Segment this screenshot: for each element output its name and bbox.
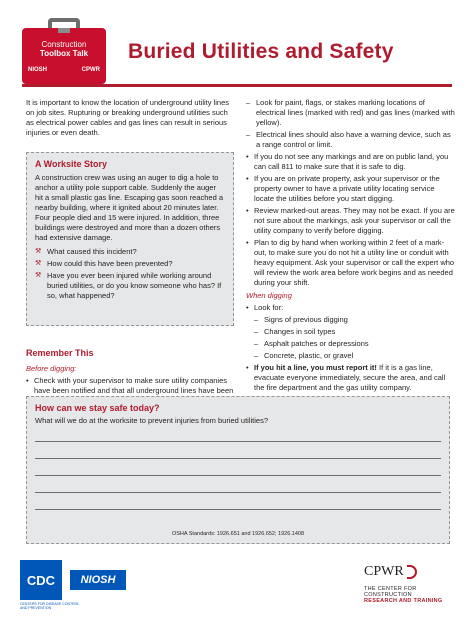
list-item: – Asphalt patches or depressions [254,339,456,349]
remember-title: Remember This [26,348,94,358]
story-question: ⚒ How could this have been prevented? [35,259,173,268]
answer-line[interactable] [35,458,441,459]
list-item: – Concrete, plastic, or gravel [254,351,456,361]
stay-safe-box [26,396,450,544]
badge-logos [28,64,100,76]
badge-niosh-logo: NIOSH [28,67,48,73]
story-question: ⚒ What caused this incident? [35,247,137,256]
cpwr-tagline-1: THE CENTER FOR CONSTRUCTION [364,586,417,598]
cpwr-wordmark: CPWR [364,564,404,579]
when-digging-list [246,303,456,393]
story-questions [35,247,225,301]
when-digging-label: When digging [246,291,292,300]
toolbox-talk-badge [22,18,106,84]
header-rule [22,84,452,87]
list-item [246,363,456,393]
hammer-icon: ⚒ [35,248,42,255]
list-item: • If you are on private property, ask your supervisor or the property owner to have a private utility locating service locate the utilities before you start digging. [246,174,456,204]
cpwr-tagline [364,586,464,604]
list-item: – Signs of previous digging [254,315,456,325]
list-item: – Electrical lines should also have a warning device, such as a range control or limit. [246,130,456,150]
worksite-story-box [26,152,234,326]
osha-standards: OSHA Standards: 1926.651 and 1926.652; 1926.1408 [171,531,305,537]
page-footer [0,556,476,617]
answer-line[interactable] [35,475,441,476]
list-item: • If you do not see any markings and are on public land, you can call 811 to make sure that it is safe to dig. [246,152,456,172]
page-header [0,0,476,92]
answer-line[interactable] [35,509,441,510]
cdc-tagline: CENTERS FOR DISEASE CONTROL AND PREVENTION [20,602,80,610]
cpwr-tagline-2: RESEARCH AND TRAINING [364,598,443,604]
list-item: • Check with your supervisor to make sure utility companies have been notified and that all underground lines have been [26,376,234,406]
list-item: • Review marked-out areas. They may not be exact. If you are not sure about the markings, ask your supervisor or call the utility company to verify before digging. [246,206,456,236]
answer-line[interactable] [35,441,441,442]
story-text: A construction crew was using an auger to dig a hole to anchor a utility pole support cable. Suddenly the auger hit a small plastic gas line. Escaping gas soon reached a nearby building, where it ignited about 20 minutes later. Four people died and 15 were injured. In addition, three buildings were destroyed and more than a dozen others had extensive damage. [35,173,224,242]
before-digging-bullets [246,152,456,288]
list-item: – Changes in soil types [254,327,456,337]
left-column [26,98,234,138]
niosh-logo: NIOSH [70,570,126,590]
list-item: – Look for paint, flags, or stakes marking locations of electrical lines (marked with red) and gas lines (marked with yellow). [246,98,456,128]
marking-dash-list [246,98,456,150]
hammer-icon: ⚒ [35,272,42,279]
page-title: Buried Utilities and Safety [128,40,394,63]
list-item: • Plan to dig by hand when working within 2 feet of a mark-out, to make sure you do not hit a utility line or conduit with heavy equipment. Ask your supervisor or call the expert who will review the work area before work begins and as needed during your shift. [246,238,456,288]
toolbox-latch [58,28,70,33]
right-column [246,98,456,395]
cdc-logo: CDC [20,560,62,600]
story-question: ⚒ Have you ever been injured while working around buried utilities, or do you know someone who has? If so, what happened? [35,271,222,300]
intro-paragraph: It is important to know the location of underground utility lines on job sites. Rupturing or breaking underground utilities such as electrical power cables and gas lines can result in serious injuries or even death. [26,98,230,137]
answer-line[interactable] [35,492,441,493]
cpwr-mark-icon [407,565,417,579]
hammer-icon: ⚒ [35,260,42,267]
before-digging-label: Before digging: [26,364,77,373]
hit-line-text: If it is a gas line, evacuate everyone immediately, secure the area, and call the fire department and the gas utility company. [254,363,446,392]
badge-line1: Construction [41,40,87,49]
hit-line-bold: If you hit a line, you must report it! [254,363,377,372]
badge-text [24,40,104,58]
story-title: A Worksite Story [35,159,108,169]
cpwr-logo [364,564,417,580]
stay-safe-title: How can we stay safe today? [35,403,160,413]
badge-cpwr-logo: CPWR [81,67,100,73]
stay-safe-question: What will we do at the worksite to prevent injuries from buried utilities? [35,416,269,425]
look-for-list [254,315,456,361]
badge-line2: Toolbox Talk [39,49,89,58]
list-item: • Look for: – Signs of previous digging – Changes in soil types – Asphalt patches or depressions – Concrete, plastic, or gravel [246,303,456,361]
